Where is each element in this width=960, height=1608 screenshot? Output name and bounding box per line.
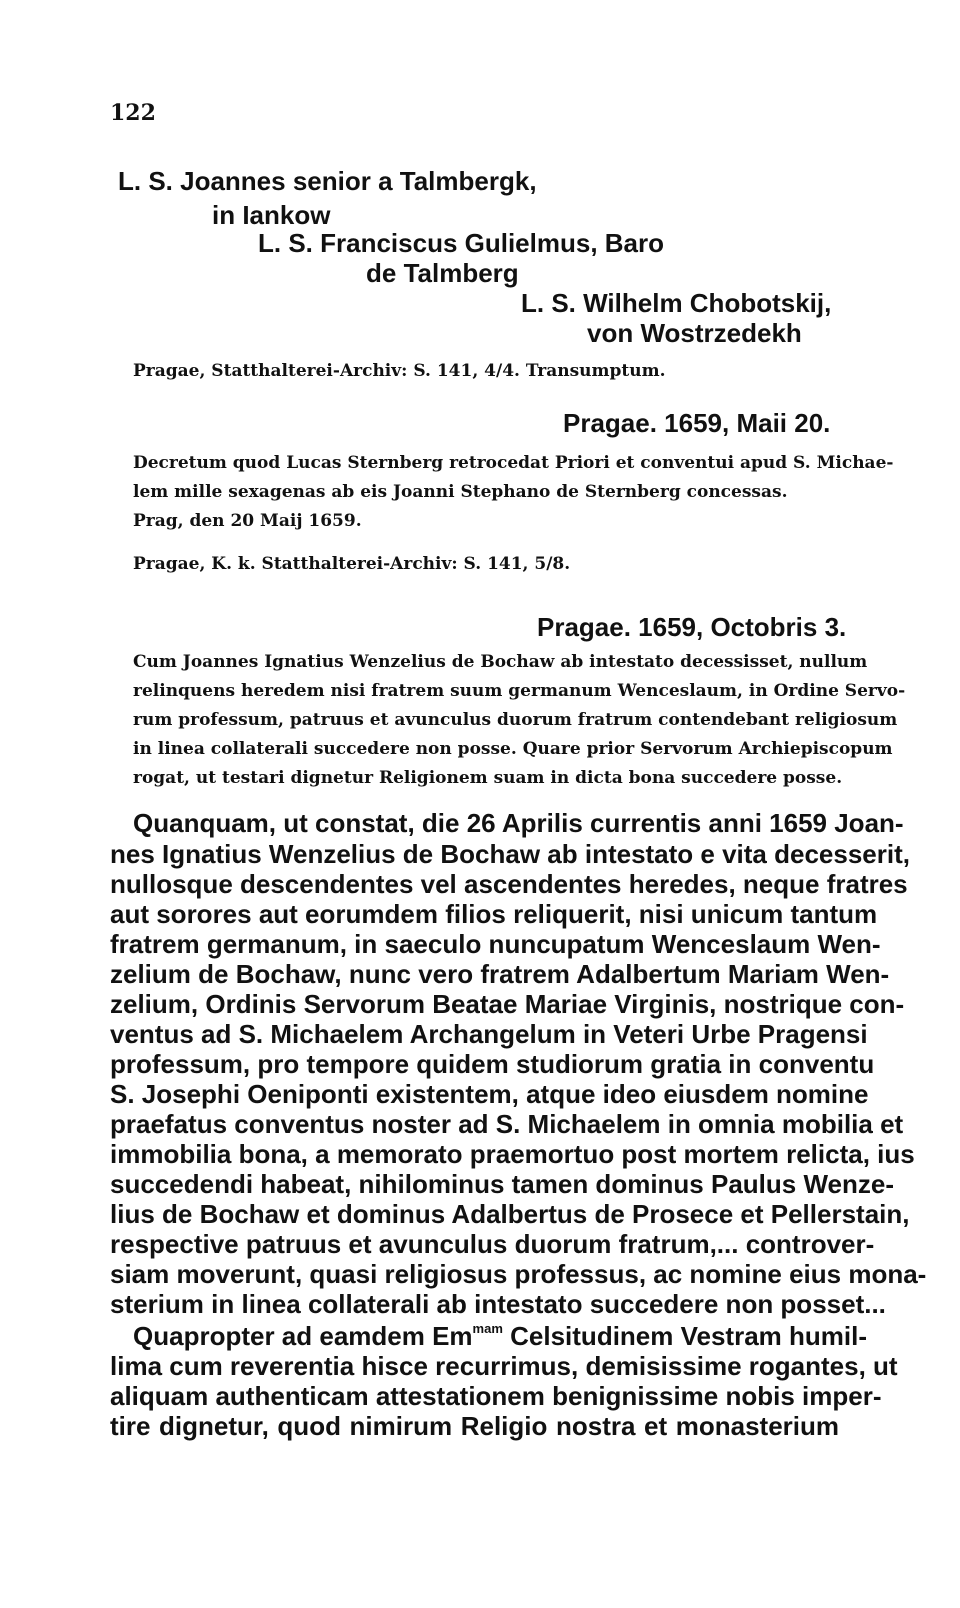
body2-line-1-post: Celsitudinem Vestram humil- bbox=[502, 1321, 867, 1351]
signature-line-3: L. S. Franciscus Gulielmus, Baro bbox=[258, 228, 665, 258]
body2-line-4: tire dignetur, quod nimirum Religio nostra et monasterium bbox=[110, 1411, 839, 1441]
body-line-13: succedendi habeat, nihilominus tamen dominus Paulus Wenze- bbox=[110, 1169, 894, 1199]
body-line-8: ventus ad S. Michaelem Archangelum in Veteri Urbe Pragensi bbox=[110, 1019, 868, 1049]
body-line-11: praefatus conventus noster ad S. Michaelem in omnia mobilia et bbox=[110, 1109, 904, 1139]
signature-line-4: de Talmberg bbox=[366, 258, 519, 288]
body-line-14: lius de Bochaw et dominus Adalbertus de Prosece et Pellerstain, bbox=[110, 1199, 910, 1229]
eminentissimam-superscript: mam bbox=[472, 1321, 503, 1336]
doc3-summary-line-3: rum professum, patruus et avunculus duorum fratrum contendebant religiosum bbox=[133, 710, 898, 730]
archive-source-2: Pragae, K. k. Statthalterei-Archiv: S. 141, 5/8. bbox=[133, 554, 571, 574]
body-line-4: aut sorores aut eorumdem filios reliquerit, nisi unicum tantum bbox=[110, 899, 878, 929]
body-line-12: immobilia bona, a memorato praemortuo post mortem relicta, ius bbox=[110, 1139, 915, 1169]
signature-line-6: von Wostrzedekh bbox=[587, 318, 802, 348]
page-number: 122 bbox=[110, 100, 156, 126]
body-line-17: sterium in linea collaterali ab intestato succedere non posset... bbox=[110, 1289, 886, 1319]
body-line-15: respective patruus et avunculus duorum fratrum,... controver- bbox=[110, 1229, 875, 1259]
doc2-summary-line-2: lem mille sexagenas ab eis Joanni Stephano de Sternberg concessas. bbox=[133, 482, 788, 502]
doc3-summary-line-2: relinquens heredem nisi fratrem suum germanum Wenceslaum, in Ordine Servo- bbox=[133, 681, 906, 701]
doc2-date: Pragae. 1659, Maii 20. bbox=[563, 408, 831, 438]
doc3-summary-line-1: Cum Joannes Ignatius Wenzelius de Bochaw ab intestato decessisset, nullum bbox=[133, 652, 868, 672]
body-line-1: Quanquam, ut constat, die 26 Aprilis currentis anni 1659 Joan- bbox=[133, 808, 904, 838]
body-line-6: zelium de Bochaw, nunc vero fratrem Adalbertum Mariam Wen- bbox=[110, 959, 890, 989]
doc3-date: Pragae. 1659, Octobris 3. bbox=[537, 612, 847, 642]
body2-line-2: lima cum reverentia hisce recurrimus, demisissime rogantes, ut bbox=[110, 1351, 898, 1381]
signature-line-5: L. S. Wilhelm Chobotskij, bbox=[521, 288, 832, 318]
body-line-10: S. Josephi Oeniponti existentem, atque ideo eiusdem nomine bbox=[110, 1079, 869, 1109]
body2-line-1 bbox=[133, 1321, 867, 1352]
archive-source-1: Pragae, Statthalterei-Archiv: S. 141, 4/4. Transumptum. bbox=[133, 361, 666, 381]
body-line-7: zelium, Ordinis Servorum Beatae Mariae Virginis, nostrique con- bbox=[110, 989, 905, 1019]
body-line-16: siam moverunt, quasi religiosus professus, ac nomine eius mona- bbox=[110, 1259, 927, 1289]
signature-line-2: in Iankow bbox=[212, 200, 331, 230]
doc2-summary-line-3: Prag, den 20 Maij 1659. bbox=[133, 511, 362, 531]
body-line-9: professum, pro tempore quidem studiorum gratia in conventu bbox=[110, 1049, 875, 1079]
doc3-summary-line-5: rogat, ut testari dignetur Religionem suam in dicta bona succedere posse. bbox=[133, 768, 843, 788]
body-line-2: nes Ignatius Wenzelius de Bochaw ab intestato e vita decesserit, bbox=[110, 839, 910, 869]
doc2-summary-line-1: Decretum quod Lucas Sternberg retrocedat Priori et conventui apud S. Michae- bbox=[133, 453, 894, 473]
body2-line-1-pre: Quapropter ad eamdem Em bbox=[133, 1321, 473, 1351]
body2-line-3: aliquam authenticam attestationem benignissime nobis imper- bbox=[110, 1381, 882, 1411]
doc3-summary-line-4: in linea collaterali succedere non posse. Quare prior Servorum Archiepiscopum bbox=[133, 739, 893, 759]
body-line-3: nullosque descendentes vel ascendentes heredes, neque fratres bbox=[110, 869, 908, 899]
signature-line-1: L. S. Joannes senior a Talmbergk, bbox=[118, 166, 537, 196]
body-line-5: fratrem germanum, in saeculo nuncupatum Wenceslaum Wen- bbox=[110, 929, 881, 959]
